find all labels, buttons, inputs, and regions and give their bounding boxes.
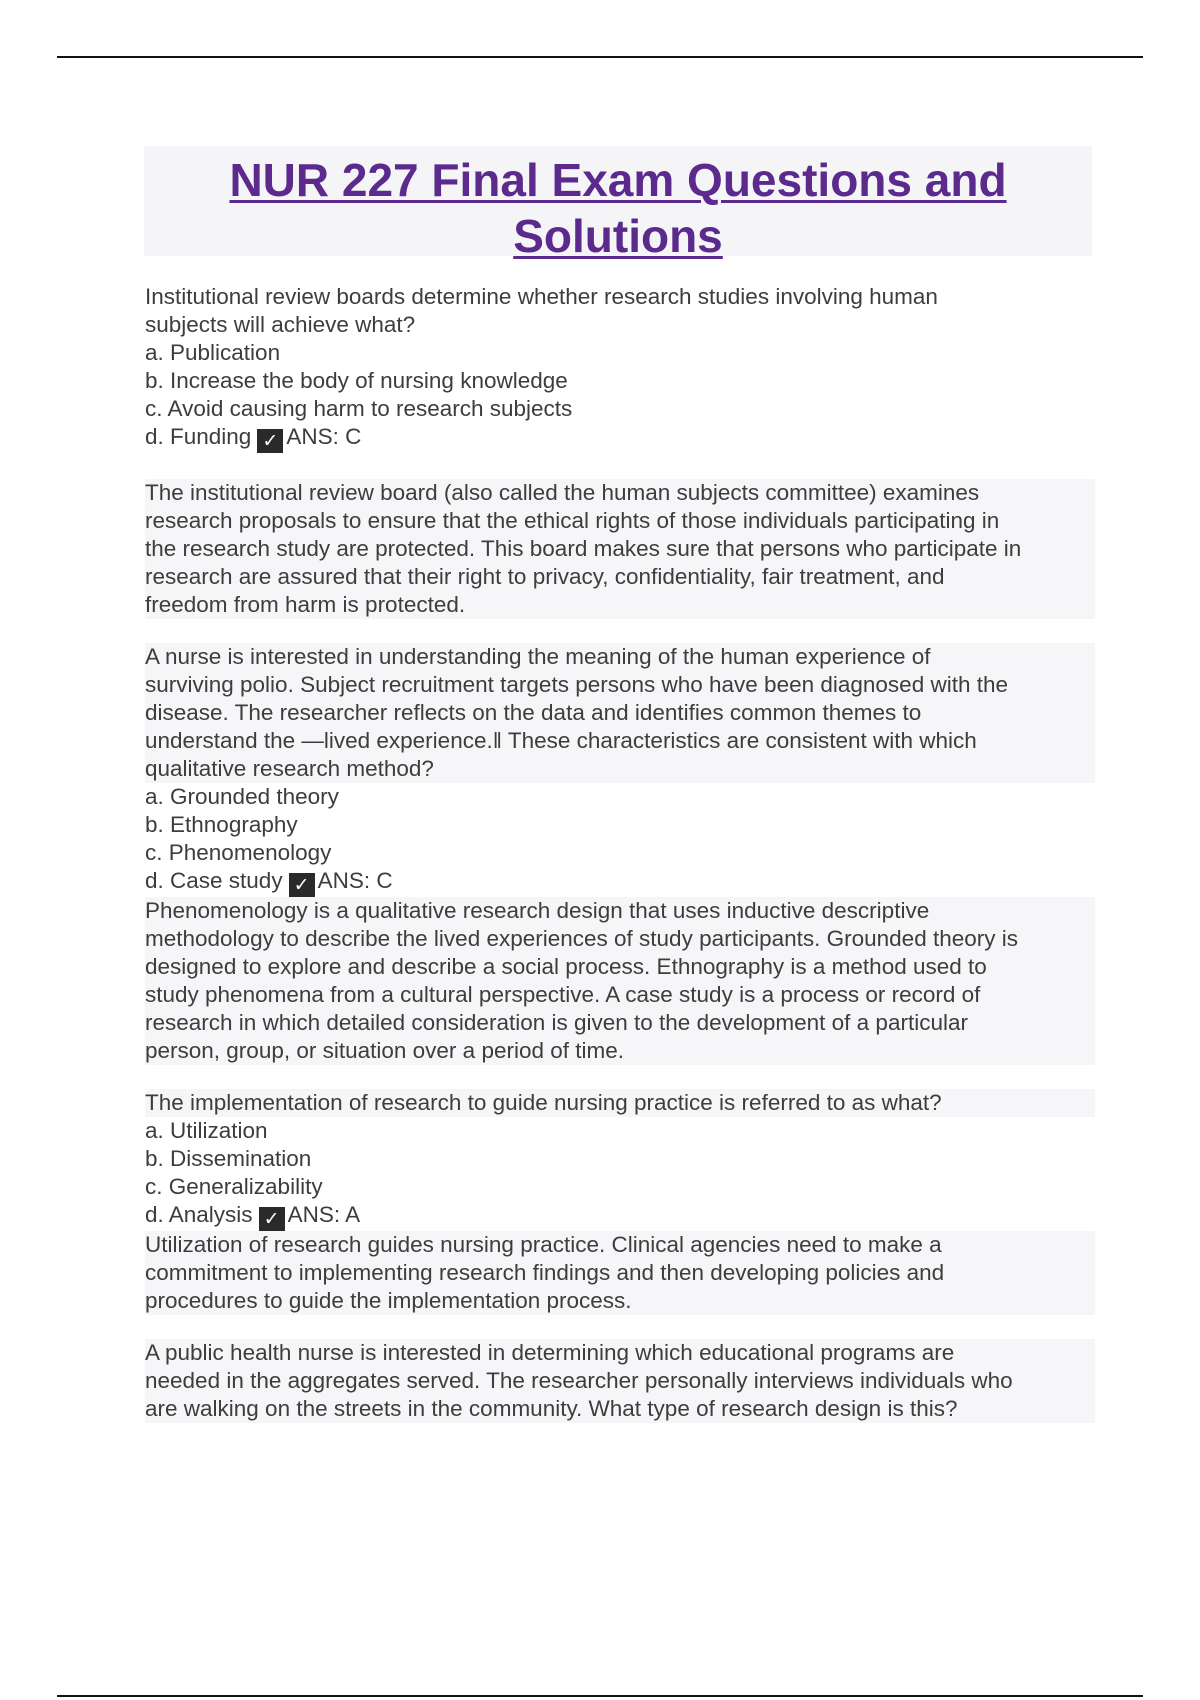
question-2-option-d-row: [145, 867, 1095, 897]
question-2-line-1: A nurse is interested in understanding the meaning of the human experience of: [145, 643, 1095, 671]
question-1-option-b: b. Increase the body of nursing knowledge: [145, 368, 568, 393]
question-4-line-1: A public health nurse is interested in determining which educational programs are: [145, 1339, 1095, 1367]
spacer: [145, 1065, 1095, 1089]
question-2-option-b: b. Ethnography: [145, 812, 298, 837]
question-1: [145, 283, 1095, 453]
bottom-rule: [57, 1695, 1143, 1697]
explanation-1-line-4: research are assured that their right to privacy, confidentiality, fair treatment, and: [145, 563, 1095, 591]
question-3-answer: ANS: A: [287, 1202, 361, 1227]
explanation-2-line-4: study phenomena from a cultural perspective. A case study is a process or record of: [145, 981, 1095, 1009]
explanation-2-line-6: person, group, or situation over a period of time.: [145, 1037, 1095, 1065]
explanation-1-line-2: research proposals to ensure that the ethical rights of those individuals participating in: [145, 507, 1095, 535]
spacer: [145, 1315, 1095, 1339]
explanation-3-line-2: commitment to implementing research findings and then developing policies and: [145, 1259, 1095, 1287]
question-3: [145, 1089, 1095, 1315]
question-1-line-2: subjects will achieve what?: [145, 312, 416, 337]
question-2-option-a: a. Grounded theory: [145, 784, 339, 809]
check-box-icon: ✓: [257, 429, 283, 453]
explanation-2-line-1: Phenomenology is a qualitative research design that uses inductive descriptive: [145, 897, 1095, 925]
question-2-line-3: disease. The researcher reflects on the data and identifies common themes to: [145, 699, 1095, 727]
title-box: [144, 146, 1092, 262]
question-2-option-c: c. Phenomenology: [145, 840, 332, 865]
question-3-option-d: d. Analysis: [145, 1202, 253, 1227]
question-3-option-c: c. Generalizability: [145, 1174, 323, 1199]
explanation-1-line-3: the research study are protected. This board makes sure that persons who participate in: [145, 535, 1095, 563]
explanation-2-line-2: methodology to describe the lived experiences of study participants. Grounded theory is: [145, 925, 1095, 953]
question-1-explanation: [145, 479, 1095, 619]
question-1-option-d-row: [145, 423, 1095, 453]
question-4-line-3: are walking on the streets in the community. What type of research design is this?: [145, 1395, 1095, 1423]
question-1-answer: ANS: C: [286, 424, 362, 449]
question-3-option-b: b. Dissemination: [145, 1146, 312, 1171]
explanation-1-line-5: freedom from harm is protected.: [145, 591, 1095, 619]
question-2: [145, 643, 1095, 1065]
explanation-1-line-1: The institutional review board (also called the human subjects committee) examines: [145, 479, 1095, 507]
question-1-option-c: c. Avoid causing harm to research subjects: [145, 396, 573, 421]
page-title: NUR 227 Final Exam Questions and Solutions: [229, 154, 1007, 262]
question-1-option-a: a. Publication: [145, 340, 281, 365]
check-box-icon: ✓: [289, 873, 315, 897]
document-body: [145, 283, 1095, 1423]
question-2-line-5: qualitative research method?: [145, 755, 1095, 783]
question-3-line-1: The implementation of research to guide nursing practice is referred to as what?: [145, 1089, 1095, 1117]
spacer: [145, 453, 1095, 479]
question-3-option-a: a. Utilization: [145, 1118, 268, 1143]
check-box-icon: ✓: [259, 1207, 285, 1231]
question-2-line-2: surviving polio. Subject recruitment targets persons who have been diagnosed with the: [145, 671, 1095, 699]
question-2-option-d: d. Case study: [145, 868, 283, 893]
question-1-option-d: d. Funding: [145, 424, 252, 449]
question-2-answer: ANS: C: [317, 868, 393, 893]
question-1-line-1: Institutional review boards determine whether research studies involving human: [145, 284, 938, 309]
explanation-2-line-5: research in which detailed consideration is given to the development of a particular: [145, 1009, 1095, 1037]
top-rule: [57, 56, 1143, 58]
question-3-option-d-row: [145, 1201, 1095, 1231]
question-2-line-4: understand the ―lived experience.‖ These characteristics are consistent with which: [145, 727, 1095, 755]
question-4: [145, 1339, 1095, 1423]
explanation-2-line-3: designed to explore and describe a social process. Ethnography is a method used to: [145, 953, 1095, 981]
question-4-line-2: needed in the aggregates served. The researcher personally interviews individuals who: [145, 1367, 1095, 1395]
explanation-3-line-3: procedures to guide the implementation process.: [145, 1287, 1095, 1315]
explanation-3-line-1: Utilization of research guides nursing practice. Clinical agencies need to make a: [145, 1231, 1095, 1259]
spacer: [145, 619, 1095, 643]
